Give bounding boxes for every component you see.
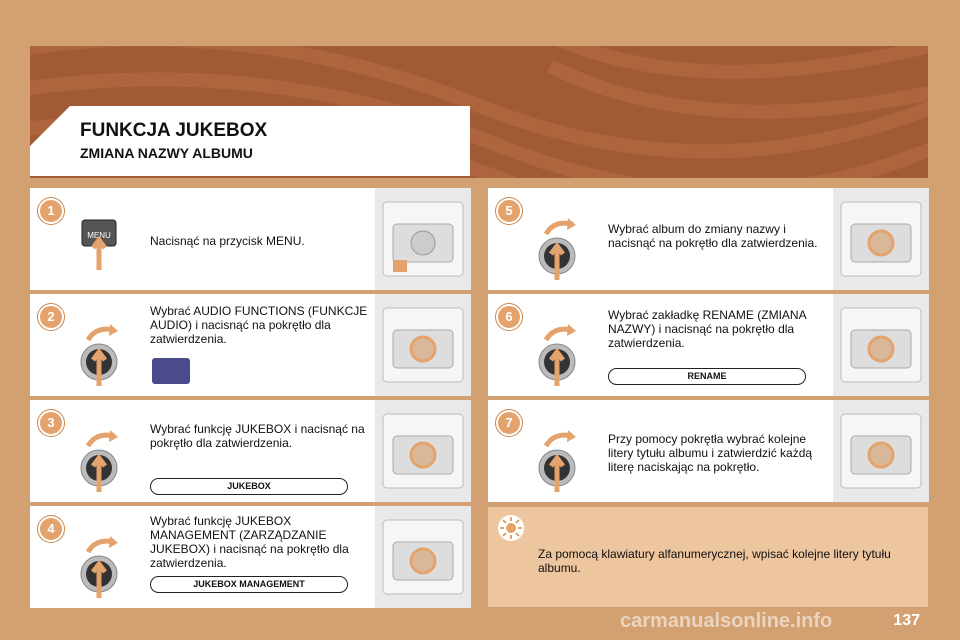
radio-panel-illustration bbox=[833, 294, 929, 396]
step-5 bbox=[488, 188, 929, 290]
step-number-badge: 1 bbox=[38, 198, 64, 224]
page-subtitle: ZMIANA NAZWY ALBUMU bbox=[80, 145, 253, 161]
step-number-badge: 2 bbox=[38, 304, 64, 330]
radio-panel-illustration bbox=[375, 188, 471, 290]
step-text: Wybrać funkcję JUKEBOX MANAGEMENT (ZARZĄDZANIE JUKEBOX) i nacisnąć na pokrętło dla zatwierdzenia. bbox=[150, 514, 349, 570]
screen-label-pill: JUKEBOX MANAGEMENT bbox=[150, 576, 348, 593]
step-text: Wybrać album do zmiany nazwy i nacisnąć na pokrętło dla zatwierdzenia. bbox=[608, 222, 818, 250]
menu-button-icon bbox=[80, 218, 120, 275]
radio-panel-illustration bbox=[375, 400, 471, 502]
step-number-badge: 5 bbox=[496, 198, 522, 224]
rotary-knob-icon bbox=[532, 322, 582, 391]
rotary-knob-icon bbox=[532, 216, 582, 285]
step-number-badge: 6 bbox=[496, 304, 522, 330]
step-text: Nacisnąć na przycisk MENU. bbox=[150, 234, 305, 248]
rotary-knob-icon bbox=[74, 534, 124, 603]
radio-panel-illustration bbox=[375, 506, 471, 608]
step-text: Wybrać AUDIO FUNCTIONS (FUNKCJE AUDIO) i nacisnąć na pokrętło dla zatwierdzenia. bbox=[150, 304, 368, 346]
menu-key-label: MENU bbox=[87, 231, 111, 240]
rotary-knob-icon bbox=[532, 428, 582, 497]
rotary-knob-icon bbox=[74, 428, 124, 497]
step-number-badge: 3 bbox=[38, 410, 64, 436]
step-number-badge: 7 bbox=[496, 410, 522, 436]
page-number: 137 bbox=[893, 612, 920, 629]
step-7 bbox=[488, 400, 929, 502]
screen-label-pill: JUKEBOX bbox=[150, 478, 348, 495]
step-text: Przy pomocy pokrętła wybrać kolejne litery tytułu albumu i zatwierdzić każdą literę naciskając na pokrętło. bbox=[608, 432, 813, 474]
rotary-knob-icon bbox=[74, 322, 124, 391]
tip-text: Za pomocą klawiatury alfanumerycznej, wpisać kolejne litery tytułu albumu. bbox=[538, 547, 891, 575]
step-6 bbox=[488, 294, 929, 396]
radio-panel-illustration bbox=[833, 188, 929, 290]
radio-panel-illustration bbox=[375, 294, 471, 396]
step-text: Wybrać zakładkę RENAME (ZMIANA NAZWY) i nacisnąć na pokrętło dla zatwierdzenia. bbox=[608, 308, 806, 350]
page-title: FUNKCJA JUKEBOX bbox=[80, 120, 268, 141]
step-4 bbox=[30, 506, 471, 608]
step-3 bbox=[30, 400, 471, 502]
watermark: carmanualsonline.info bbox=[620, 610, 833, 632]
screen-label-pill: RENAME bbox=[608, 368, 806, 385]
step-number-badge: 4 bbox=[38, 516, 64, 542]
step-2 bbox=[30, 294, 471, 396]
step-1 bbox=[30, 188, 471, 290]
radio-panel-illustration bbox=[833, 400, 929, 502]
sun-tip-icon bbox=[498, 515, 524, 541]
tip-note bbox=[488, 507, 928, 607]
step-text: Wybrać funkcję JUKEBOX i nacisnąć na pokrętło dla zatwierdzenia. bbox=[150, 422, 365, 450]
audio-functions-icon bbox=[152, 358, 190, 384]
